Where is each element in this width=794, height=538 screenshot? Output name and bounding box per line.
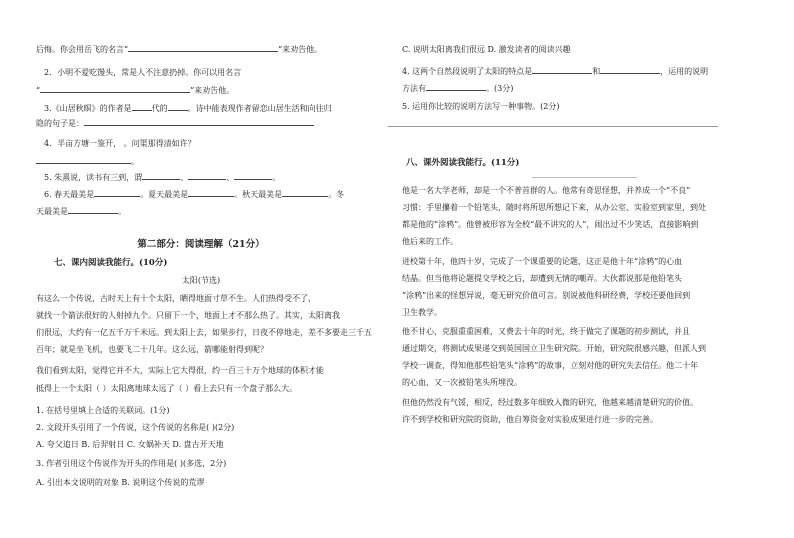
question-line: A. 引出本文说明的对象 B. 说明这个传说的荒谬	[36, 478, 205, 487]
answer-blank[interactable]	[40, 84, 190, 93]
answer-blank[interactable]	[128, 43, 278, 52]
passage-line: 们很远，大约有一亿五千万千米远。到太阳上去，如果步行，日夜不停地走，差不多要走三千五	[36, 328, 372, 337]
answer-blank[interactable]	[234, 171, 272, 180]
q3-line1: 3.《山居秋暝》的作者是 代的 。诗中能表现作者留恋山居生活和向往归	[44, 104, 332, 113]
divider	[532, 177, 637, 178]
passage-line: 他是一名大学老师，却是一个不普首群的人。他常有奇思怪想，并养成一个“不良”	[402, 186, 691, 195]
passage-line: 通过期交，将测试成果递交到英国国立卫生研究院。开始，研究院很感兴趣，但派人到	[402, 344, 706, 353]
passage-title: 太阳(节选)	[181, 276, 221, 285]
passage-line: 百年；就是坐飞机，也要飞二十几年。这么远，箭哪能射得到呢？	[36, 345, 268, 354]
question-line: 1. 在括号里填上合适的关联词。(1分)	[36, 406, 170, 415]
answer-blank[interactable]	[168, 102, 188, 111]
question-line: A. 夸父追日 B. 后羿射日 C. 女娲补天 D. 盘古开天地	[36, 440, 224, 449]
q6-line1: 6. 春天最美是 。夏天最美是 。秋天最美是 。冬	[44, 190, 345, 199]
passage-line: 他后来的工作。	[402, 237, 458, 246]
answer-blank[interactable]	[68, 205, 118, 214]
passage-line: 结晶。但当他将论题提交学校之后，却遭到无情的嘲弄。大伙都说那是他铅笔头	[402, 274, 682, 283]
q3-line2: 隐的句子是：	[36, 117, 314, 129]
answer-blank[interactable]	[84, 117, 314, 126]
r-q4-line2: 方法有 。(3分)	[402, 84, 514, 93]
part2-title: 第二部分：阅读理解（21分）	[137, 239, 265, 250]
passage-line: “涂鸦”出来的怪想异说，毫无研究价值可言。别说被他科研经费，学校还要他回到	[402, 291, 691, 300]
passage-line: 学校一调查，得知他那些铅笔头“涂鸦”的故事，立刻对他的研究失去信任。他二十年	[402, 361, 699, 370]
answer-blank[interactable]	[132, 102, 152, 111]
passage-line: 习惯：手里攥着一个铅笔头，随时将所思所想记下来，从办公室、实验室到家里，到处	[402, 203, 706, 212]
answer-blank[interactable]	[282, 188, 328, 197]
question-line: 2. 文段开头引用了一个传说，这个传说的名称是( )(2分)	[36, 423, 235, 432]
section7-heading: 七、课内阅读我能行。(10分)	[54, 258, 168, 268]
answer-blank[interactable]	[36, 155, 131, 164]
q1-tail: 后悔。你会用岳飞的名言“ ”来劝告他。	[36, 45, 323, 54]
q4-line2: 。	[36, 155, 139, 167]
answer-blank[interactable]	[188, 188, 234, 197]
passage-line: 我们看到太阳，觉得它并不大，实际上它大得很，约一百三十万个地球的体积才能	[36, 366, 324, 375]
r-q5-line: 5. 运用你比较的说明方法写一种事物。(2分)	[402, 102, 560, 111]
passage-line: 有这么一个传说，古时天上有十个太阳，晒得地面寸草不生。人们热得受不了，	[36, 294, 316, 303]
question-line: 3. 作者引用这个传说作为开头的作用是( )(多选，2分)	[36, 459, 227, 468]
passage-line: 的心血，又一次被铅笔头所埋没。	[402, 378, 522, 387]
passage-line: 卫生教学。	[402, 308, 442, 317]
answer-blank[interactable]	[94, 188, 140, 197]
q4-line1: 4．半亩方塘一鉴开， 。问渠那得清如许？	[44, 139, 196, 148]
answer-blank[interactable]	[426, 82, 486, 91]
answer-blank[interactable]	[142, 171, 180, 180]
passage-line: 许不到学校和研究院的资助，他自筹资金对实验成果进行进一步的完善。	[402, 415, 658, 424]
answer-blank[interactable]	[532, 65, 592, 74]
section8-heading: 八、课外阅读我能行。(11分)	[406, 158, 520, 168]
passage-line: 抵得上一个太阳（ ）太阳离地球太远了（ ）看上去只有一个盘子那么大。	[36, 384, 298, 393]
q2-line2: “ ”来劝告他。	[36, 86, 235, 95]
q3-options-cd: C. 说明太阳离我们很远 D. 激发读者的阅读兴趣	[402, 45, 571, 54]
passage-line: 都是他的“涂鸦”。他曾被形容为全校“最不讲究的人”，闹出过不少笑话，直接影响到	[402, 220, 699, 229]
answer-line[interactable]	[388, 126, 718, 127]
passage-line: 进校第十年，他四十岁，完成了一个课重要的论题，这正是他十年“涂鸦”的心血	[402, 257, 683, 266]
r-q4-line1: 4. 这两个自然段说明了太阳的特点是 和 ，运用的说明	[402, 67, 709, 76]
q6-line2: 天最美是 。	[36, 207, 126, 216]
answer-blank[interactable]	[600, 65, 660, 74]
passage-line: 他不甘心，克服重重困难，又费去十年的时光，终于做完了课题的初步测试，并且	[402, 327, 690, 336]
q2-line1: 2．小明不爱吃馒头，常是人不注意扔掉。你可以用名言	[44, 68, 242, 77]
q5-line: 5. 朱熹说，读书有三到，谓 、 、 。	[44, 173, 281, 182]
passage-line: 但他仍然没有气馁，相反，经过数多年细致入微的研究，他越来越清楚研究的价值。	[402, 398, 698, 407]
passage-line: 就找一个箭法很好的人射掉九个。只留下一个，地面上才不那么热了。其实，太阳离我	[36, 311, 340, 320]
answer-blank[interactable]	[188, 171, 226, 180]
